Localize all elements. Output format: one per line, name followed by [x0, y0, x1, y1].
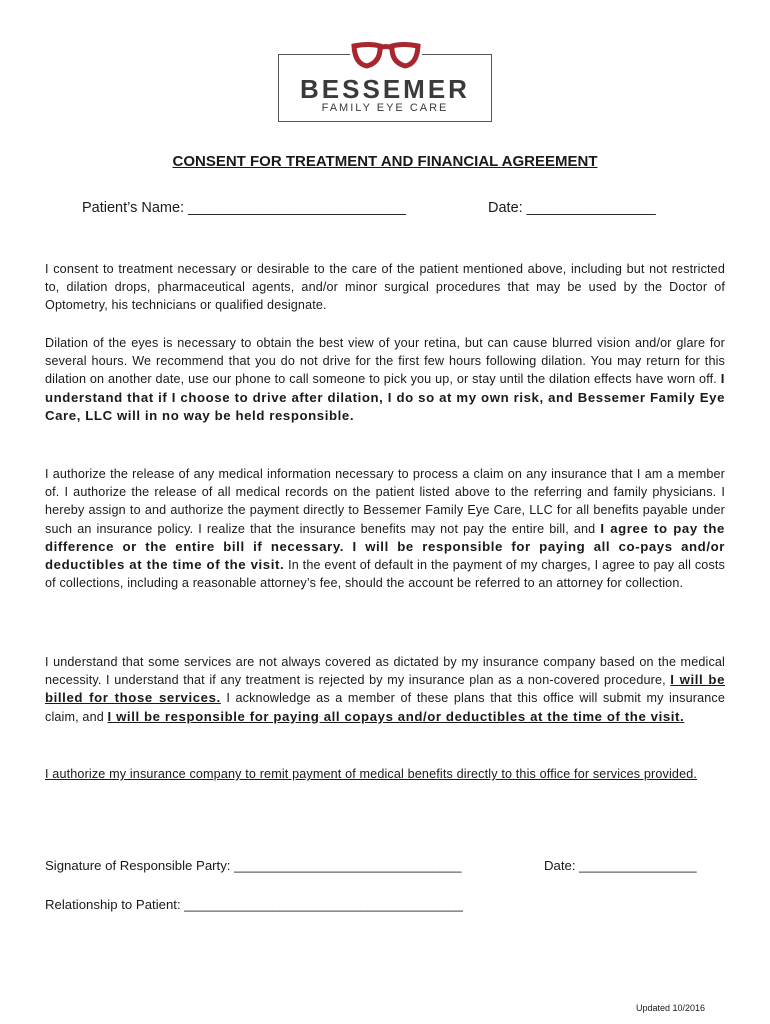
header-date-field[interactable]: Date: ________________	[488, 200, 656, 216]
insurance-release-paragraph	[45, 465, 725, 592]
practice-logo	[278, 40, 494, 124]
logo-subtitle: FAMILY EYE CARE	[321, 102, 449, 114]
payment-responsibility-statement: I agree to pay the difference or the entire bill if necessary. I will be responsible for paying all co-pays and/or deductibles at the time of the visit.	[45, 520, 725, 573]
document-title: CONSENT FOR TREATMENT AND FINANCIAL AGREEMENT	[172, 153, 598, 170]
dilation-text: Dilation of the eyes is necessary to obtain the best view of your retina, but can cause blurred vision and/or glare for several hours. We recommend that you do not drive for the first few hours following dilation. You may return for this dilation on another date, use our phone to call someone to pick you up, or stay until the dilation effects have worn off.	[45, 336, 725, 387]
relationship-field[interactable]: Relationship to Patient: ______________________________________	[45, 897, 463, 912]
patient-name-field[interactable]: Patient’s Name: ___________________________	[82, 200, 406, 216]
signature-field[interactable]: Signature of Responsible Party: _______________________________	[45, 858, 462, 873]
eyeglasses-icon	[350, 40, 422, 72]
copay-responsibility-statement: I will be responsible for paying all copays and/or deductibles at the time of the visit.	[107, 708, 685, 724]
logo-name: BESSEMER	[300, 74, 470, 104]
coverage-paragraph	[45, 653, 725, 726]
updated-date: Updated 10/2016	[636, 1003, 706, 1013]
treatment-consent-paragraph: I consent to treatment necessary or desirable to the care of the patient mentioned above, including but not restricted to, dilation drops, pharmaceutical agents, and/or minor surgical procedures that may be used by the Doctor of Optometry, his technicians or qualified designate.	[45, 262, 725, 313]
billed-services-statement: I will be billed for those services.	[45, 672, 726, 706]
claim-submission-text: I acknowledge as a member of these plans that this office will submit my insurance claim, and	[45, 691, 726, 724]
release-text: I authorize the release of any medical information necessary to process a claim on any insurance that I am a member of. I authorize the release of all medical records on the patient listed above to the referring and family physicians. I hereby assign to and authorize the payment directly to Bessemer Family Eye Care, LLC for all benefits payable under such an insurance policy. I realize that the insurance benefits may not pay the entire bill, and	[45, 467, 725, 536]
benefit-assignment-paragraph: I authorize my insurance company to remit payment of medical benefits directly to this office for services provided.	[45, 767, 698, 781]
coverage-text: I understand that some services are not always covered as dictated by my insurance company based on the medical necessity. I understand that if any treatment is rejected by my insurance plan as a non-covered procedure,	[45, 655, 725, 688]
dilation-paragraph	[45, 334, 725, 425]
collections-text: In the event of default in the payment of my charges, I agree to pay all costs of collections, including a reasonable attorney’s fee, should the account be referred to an attorney for collection.	[45, 558, 725, 591]
dilation-risk-statement: I understand that if I choose to drive after dilation, I do so at my own risk, and Bessemer Family Eye Care, LLC will in no way be held responsible.	[45, 371, 725, 423]
signature-date-field[interactable]: Date: ________________	[544, 858, 697, 873]
